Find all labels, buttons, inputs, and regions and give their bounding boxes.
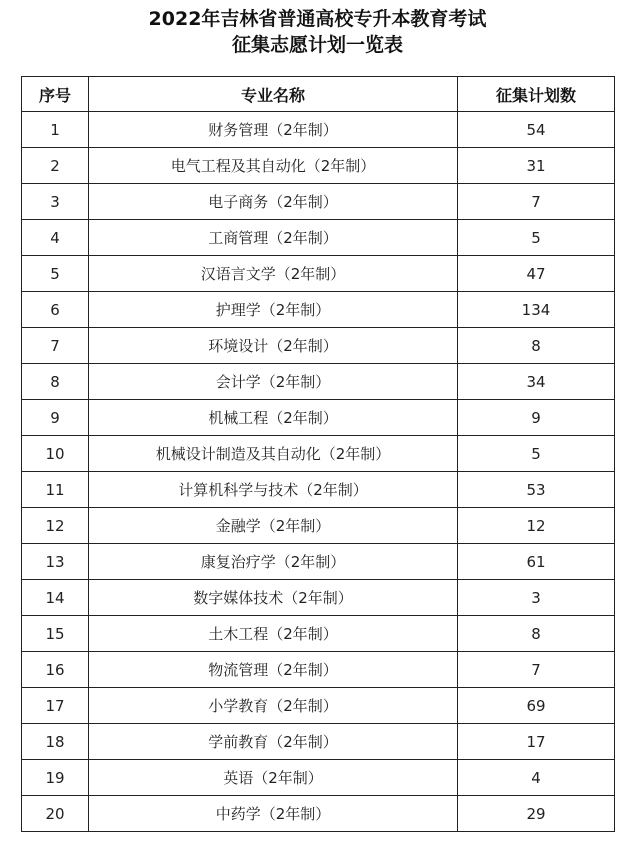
cell-serial-number: 5 [22,256,89,292]
cell-serial-number: 18 [22,724,89,760]
cell-serial-number: 13 [22,544,89,580]
cell-serial-number: 6 [22,292,89,328]
cell-serial-number: 10 [22,436,89,472]
table-row [22,364,615,400]
table-row [22,256,615,292]
cell-serial-number: 7 [22,328,89,364]
cell-serial-number: 4 [22,220,89,256]
table-row [22,436,615,472]
cell-serial-number: 15 [22,616,89,652]
cell-major-name: 数字媒体技术（2年制） [89,580,458,616]
cell-plan-count: 4 [458,760,615,796]
table-row [22,400,615,436]
cell-serial-number: 1 [22,112,89,148]
document-title [0,6,635,58]
table-row [22,760,615,796]
cell-serial-number: 16 [22,652,89,688]
cell-major-name: 环境设计（2年制） [89,328,458,364]
table-row [22,148,615,184]
cell-serial-number: 14 [22,580,89,616]
cell-major-name: 土木工程（2年制） [89,616,458,652]
table-row [22,580,615,616]
cell-major-name: 护理学（2年制） [89,292,458,328]
cell-serial-number: 20 [22,796,89,832]
cell-plan-count: 8 [458,616,615,652]
cell-plan-count: 34 [458,364,615,400]
cell-major-name: 中药学（2年制） [89,796,458,832]
cell-major-name: 学前教育（2年制） [89,724,458,760]
table-row [22,472,615,508]
cell-plan-count: 54 [458,112,615,148]
cell-major-name: 财务管理（2年制） [89,112,458,148]
title-line-1: 2022年吉林省普通高校专升本教育考试 [148,8,487,30]
cell-plan-count: 47 [458,256,615,292]
cell-major-name: 工商管理（2年制） [89,220,458,256]
cell-serial-number: 12 [22,508,89,544]
cell-plan-count: 53 [458,472,615,508]
cell-serial-number: 19 [22,760,89,796]
table-row [22,724,615,760]
table-header-row [22,77,615,112]
cell-major-name: 电气工程及其自动化（2年制） [89,148,458,184]
cell-major-name: 汉语言文学（2年制） [89,256,458,292]
table-row [22,292,615,328]
cell-plan-count: 8 [458,328,615,364]
cell-plan-count: 5 [458,436,615,472]
cell-serial-number: 2 [22,148,89,184]
cell-serial-number: 11 [22,472,89,508]
cell-serial-number: 8 [22,364,89,400]
table-row [22,184,615,220]
cell-plan-count: 134 [458,292,615,328]
header-major-name: 专业名称 [89,77,458,112]
cell-major-name: 机械工程（2年制） [89,400,458,436]
table-row [22,652,615,688]
table-row [22,688,615,724]
cell-plan-count: 31 [458,148,615,184]
cell-plan-count: 29 [458,796,615,832]
cell-major-name: 金融学（2年制） [89,508,458,544]
title-line-2: 征集志愿计划一览表 [231,34,403,56]
header-serial-number: 序号 [22,77,89,112]
table-row [22,796,615,832]
cell-plan-count: 3 [458,580,615,616]
cell-major-name: 物流管理（2年制） [89,652,458,688]
table-row [22,220,615,256]
cell-major-name: 机械设计制造及其自动化（2年制） [89,436,458,472]
table-row [22,112,615,148]
cell-plan-count: 7 [458,184,615,220]
table-row [22,328,615,364]
cell-plan-count: 61 [458,544,615,580]
enrollment-plan-table [21,76,615,832]
cell-plan-count: 9 [458,400,615,436]
cell-major-name: 英语（2年制） [89,760,458,796]
cell-plan-count: 69 [458,688,615,724]
cell-plan-count: 17 [458,724,615,760]
cell-major-name: 康复治疗学（2年制） [89,544,458,580]
cell-major-name: 电子商务（2年制） [89,184,458,220]
cell-plan-count: 5 [458,220,615,256]
cell-serial-number: 3 [22,184,89,220]
cell-major-name: 会计学（2年制） [89,364,458,400]
cell-major-name: 计算机科学与技术（2年制） [89,472,458,508]
cell-plan-count: 7 [458,652,615,688]
cell-major-name: 小学教育（2年制） [89,688,458,724]
table-row [22,616,615,652]
cell-plan-count: 12 [458,508,615,544]
cell-serial-number: 9 [22,400,89,436]
table-row [22,508,615,544]
header-plan-count: 征集计划数 [458,77,615,112]
table-row [22,544,615,580]
cell-serial-number: 17 [22,688,89,724]
